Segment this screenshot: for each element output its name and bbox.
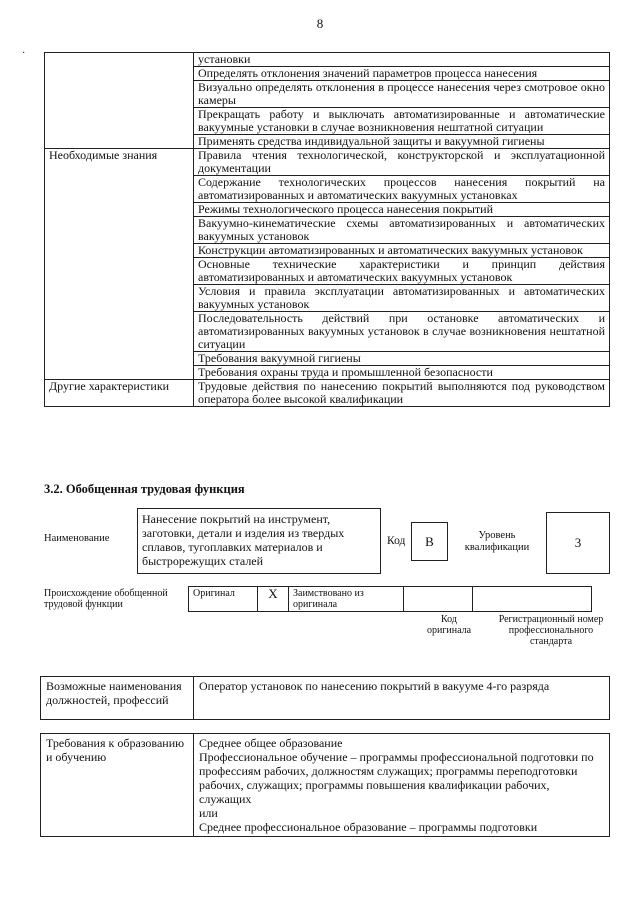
skills-knowledge-table (44, 52, 610, 407)
code-label: Код (387, 535, 406, 547)
code-original-label: Код оригинала (426, 614, 472, 636)
requirements-table (40, 733, 610, 837)
page-number: 8 (316, 16, 324, 31)
borrowed-label: Заимствовано из оригинала (289, 587, 404, 612)
row-item: Требования охраны труда и промышленной безопасности (194, 366, 610, 380)
row-item: установки (194, 53, 610, 67)
original-label: Оригинал (189, 587, 258, 612)
name-label: Наименование (44, 533, 110, 544)
level-label: Уровень квалификации (464, 530, 530, 553)
positions-value: Оператор установок по нанесению покрытий в вакууме 4-го разряда (194, 677, 610, 720)
row-item: Визуально определять отклонения в процессе нанесения через смотровое окно камеры (194, 81, 610, 108)
row-item: Прекращать работу и выключать автоматизированные и автоматические вакуумные установки в случае возникновения нештатной ситуации (194, 108, 610, 135)
origin-table (188, 586, 592, 612)
requirements-label: Требования к образованию и обучению (41, 734, 194, 837)
level-box (546, 512, 610, 574)
row-item: Последовательность действий при остановке автоматических и автоматизированных вакуумных установок в случае возникновения нештатной ситуации (194, 312, 610, 352)
row-label: Необходимые знания (45, 149, 194, 380)
row-label (45, 53, 194, 149)
code-original-cell (404, 587, 473, 612)
row-item: Содержание технологических процессов нанесения покрытий на автоматизированных и автоматических вакуумных установках (194, 176, 610, 203)
row-item: Трудовые действия по нанесению покрытий выполняются под руководством оператора более высокой квалификации (194, 380, 610, 407)
positions-label: Возможные наименования должностей, профессий (41, 677, 194, 720)
requirements-line: Среднее профессиональное образование – программы подготовки (199, 820, 538, 834)
code-box (411, 522, 448, 561)
requirements-value (194, 734, 610, 837)
origin-label: Происхождение обобщенной трудовой функции (44, 588, 168, 610)
row-item: Применять средства индивидуальной защиты и вакуумной гигиены (194, 135, 610, 149)
requirements-line: Среднее общее образование (199, 736, 343, 750)
row-item: Условия и правила эксплуатации автоматизированных и автоматических вакуумных установок (194, 285, 610, 312)
requirements-line: Профессиональное обучение – программы профессиональной подготовки по профессиям рабочих, должностям служащих; программы переподготовки рабочих, служащих; программы повышения квалификации рабочих, служащих (199, 750, 594, 806)
reg-number-label: Регистрационный номер профессионального стандарта (498, 614, 604, 647)
row-item: Конструкции автоматизированных и автоматических вакуумных установок (194, 244, 610, 258)
row-item: Правила чтения технологической, конструкторской и эксплуатационной документации (194, 149, 610, 176)
row-item: Режимы технологического процесса нанесения покрытий (194, 203, 610, 217)
row-item: Определять отклонения значений параметров процесса нанесения (194, 67, 610, 81)
scan-mark: · (22, 48, 26, 59)
function-name-box (137, 508, 381, 574)
code-value: B (425, 534, 434, 549)
function-name-value: Нанесение покрытий на инструмент, заготовки, детали и изделия из твердых сплавов, тугоплавких материалов и быстрорежущих сталей (142, 512, 345, 568)
original-mark: X (258, 587, 289, 612)
positions-table (40, 676, 610, 720)
row-item: Вакуумно-кинематические схемы автоматизированных и автоматических вакуумных установок (194, 217, 610, 244)
row-item: Основные технические характеристики и принцип действия автоматизированных и автоматических вакуумных установок (194, 258, 610, 285)
section-heading: 3.2. Обобщенная трудовая функция (44, 482, 245, 496)
requirements-line: или (199, 806, 218, 820)
level-value: 3 (574, 535, 582, 550)
row-label: Другие характеристики (45, 380, 194, 407)
row-item: Требования вакуумной гигиены (194, 352, 610, 366)
reg-number-cell (473, 587, 592, 612)
